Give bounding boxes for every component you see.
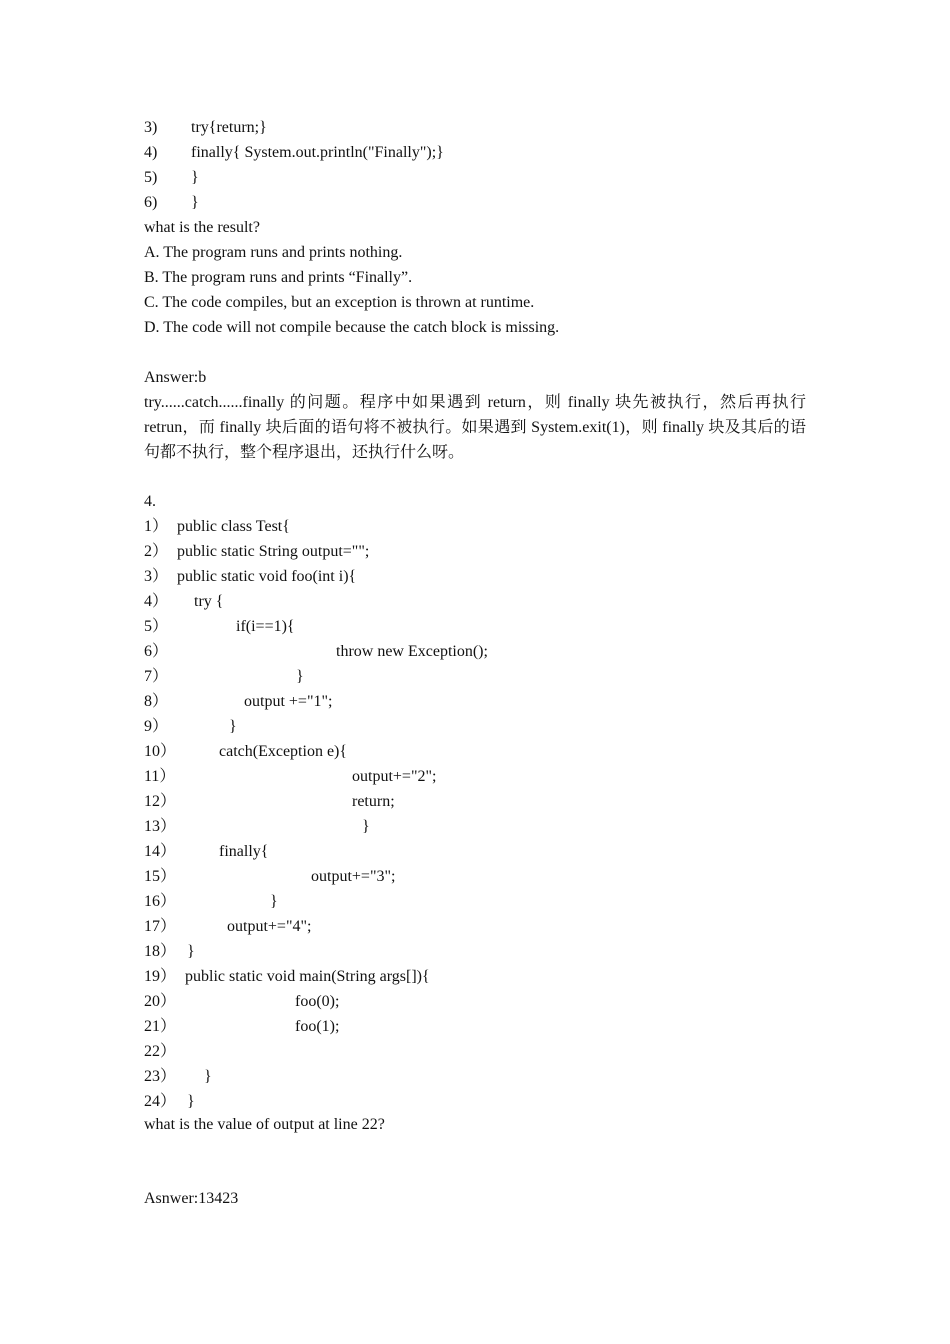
- code-text: return;: [352, 793, 395, 810]
- code-text: public static void foo(int i){: [177, 568, 357, 585]
- code-line: [144, 1090, 195, 1114]
- code-text: finally{ System.out.println("Finally");}: [191, 144, 444, 161]
- line-number: 13）: [144, 818, 177, 835]
- line-number: 11）: [144, 768, 176, 785]
- code-line: [144, 715, 237, 739]
- code-line: [144, 166, 199, 190]
- line-number: 17）: [144, 918, 177, 935]
- code-line: [144, 565, 357, 589]
- line-number: 14）: [144, 843, 177, 860]
- code-text: public class Test{: [177, 518, 290, 535]
- code-text: foo(0);: [295, 993, 340, 1010]
- line-number: 4): [144, 144, 158, 161]
- line-number: 3）: [144, 568, 169, 585]
- code-line: [144, 191, 199, 215]
- line-number: 6）: [144, 643, 169, 660]
- code-line: [144, 1040, 177, 1064]
- code-line: [144, 815, 370, 839]
- line-number: 6): [144, 194, 158, 211]
- option-c: C. The code compiles, but an exception is thrown at runtime.: [144, 294, 535, 311]
- question-number: 4.: [144, 493, 156, 510]
- line-number: 7）: [144, 668, 169, 685]
- code-line: [144, 740, 348, 764]
- code-line: [144, 141, 444, 165]
- answer-text: Answer:b: [144, 369, 207, 386]
- code-line: [144, 665, 304, 689]
- line-number: 8）: [144, 693, 169, 710]
- code-text: try{return;}: [191, 119, 267, 136]
- code-text: }: [187, 1093, 195, 1110]
- line-number: 23）: [144, 1068, 177, 1085]
- code-text: }: [229, 718, 237, 735]
- explanation-paragraph: try......catch......finally 的问题。程序中如果遇到 return，则 finally 块先被执行，然后再执行 retrun，而 finally 块后面的语句将不被执行。如果遇到 System.exit(1)，则 finally 块及其后的语句都不执行，整个程序退出，还执行什么呀。: [144, 394, 806, 461]
- code-line: [144, 790, 395, 814]
- code-line: [144, 540, 370, 564]
- code-line: [144, 965, 430, 989]
- option-d: D. The code will not compile because the catch block is missing.: [144, 319, 560, 336]
- code-text: output+="3";: [311, 868, 396, 885]
- code-text: }: [362, 818, 370, 835]
- question-text: what is the result?: [144, 219, 260, 236]
- code-text: public static void main(String args[]){: [185, 968, 430, 985]
- code-text: }: [204, 1068, 212, 1085]
- line-number: 12）: [144, 793, 177, 810]
- code-text: finally{: [219, 843, 269, 860]
- line-number: 1）: [144, 518, 169, 535]
- line-number: 5): [144, 169, 158, 186]
- line-number: 3): [144, 119, 158, 136]
- code-line: [144, 116, 267, 140]
- code-line: [144, 915, 312, 939]
- code-text: output +="1";: [244, 693, 333, 710]
- line-number: 15）: [144, 868, 177, 885]
- code-line: [144, 940, 195, 964]
- code-text: }: [191, 194, 199, 211]
- answer-text: Asnwer:13423: [144, 1190, 239, 1207]
- line-number: 16）: [144, 893, 177, 910]
- code-line: [144, 990, 340, 1014]
- code-line: [144, 640, 488, 664]
- code-line: [144, 1015, 340, 1039]
- code-text: }: [191, 169, 199, 186]
- code-text: public static String output="";: [177, 543, 370, 560]
- line-number: 22）: [144, 1043, 177, 1060]
- code-text: if(i==1){: [236, 618, 295, 635]
- option-b: B. The program runs and prints “Finally”.: [144, 269, 413, 286]
- option-a: A. The program runs and prints nothing.: [144, 244, 403, 261]
- code-line: [144, 690, 333, 714]
- code-line: [144, 865, 396, 889]
- line-number: 2）: [144, 543, 169, 560]
- code-line: [144, 840, 269, 864]
- code-text: }: [187, 943, 195, 960]
- line-number: 24）: [144, 1093, 177, 1110]
- line-number: 21）: [144, 1018, 177, 1035]
- code-text: try {: [194, 593, 224, 610]
- code-text: }: [270, 893, 278, 910]
- line-number: 20）: [144, 993, 177, 1010]
- line-number: 4）: [144, 593, 169, 610]
- code-text: foo(1);: [295, 1018, 340, 1035]
- code-text: catch(Exception e){: [219, 743, 348, 760]
- code-line: [144, 890, 278, 914]
- code-text: output+="2";: [352, 768, 437, 785]
- line-number: 9）: [144, 718, 169, 735]
- line-number: 10）: [144, 743, 177, 760]
- code-line: [144, 615, 295, 639]
- question-text: what is the value of output at line 22?: [144, 1116, 385, 1133]
- code-line: [144, 1065, 212, 1089]
- code-text: throw new Exception();: [336, 643, 488, 660]
- code-text: output+="4";: [227, 918, 312, 935]
- code-line: [144, 765, 437, 789]
- line-number: 19）: [144, 968, 177, 985]
- line-number: 5）: [144, 618, 169, 635]
- code-text: }: [296, 668, 304, 685]
- code-line: [144, 515, 290, 539]
- line-number: 18）: [144, 943, 177, 960]
- code-line: [144, 590, 224, 614]
